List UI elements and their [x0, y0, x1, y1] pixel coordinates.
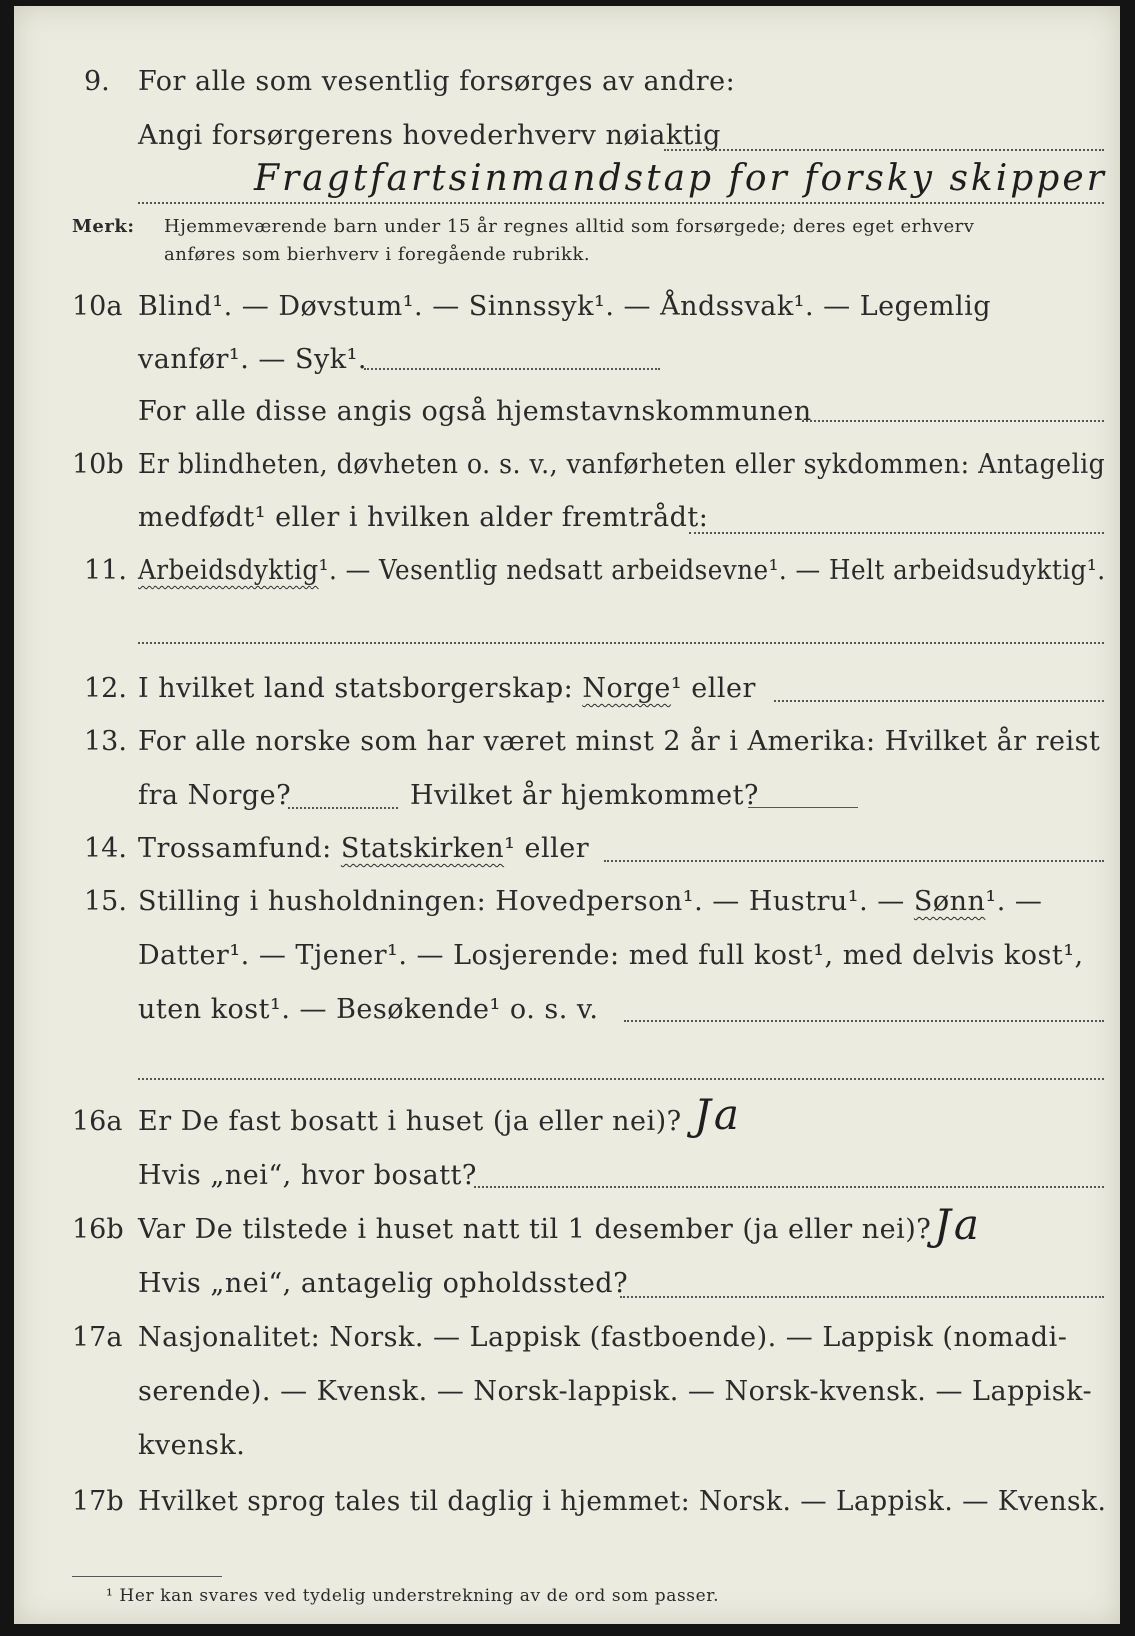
q12-line1	[138, 673, 756, 704]
q11-marked-option: Arbeidsdyktig	[138, 555, 319, 586]
dotted-line	[138, 1078, 1104, 1080]
q12-number: 12.	[84, 673, 127, 704]
q15-line2: Datter¹. — Tjener¹. — Losjerende: med full kost¹, med delvis kost¹,	[138, 940, 1084, 971]
q13-line2a: fra Norge?	[138, 780, 292, 811]
q16a-handwritten-answer: Ja	[694, 1090, 742, 1139]
q14-rest: ¹ eller	[504, 833, 590, 864]
q16a-line1: Er De fast bosatt i huset (ja eller nei)?	[138, 1106, 682, 1137]
answer-line	[748, 807, 858, 808]
q10a-line1: Blind¹. — Døvstum¹. — Sinnssyk¹. — Åndssvak¹. — Legemlig	[138, 291, 992, 322]
q10a-line2: vanfør¹. — Syk¹.	[138, 344, 367, 375]
q13-line2b: Hvilket år hjemkommet?	[410, 780, 759, 811]
q17a-line1: Nasjonalitet: Norsk. — Lappisk (fastboende). — Lappisk (nomadi-	[138, 1322, 1068, 1353]
q10b-line1: Er blindheten, døvheten o. s. v., vanførheten eller sykdommen: Antagelig	[138, 449, 1106, 480]
q15-number: 15.	[84, 886, 127, 917]
q13-line1: For alle norske som har været minst 2 år i Amerika: Hvilket år reist	[138, 726, 1101, 757]
q16b-number: 16b	[72, 1214, 124, 1245]
merk-label: Merk:	[72, 216, 135, 237]
q15-marked-option: Sønn	[913, 886, 986, 917]
q10b-line2: medfødt¹ eller i hvilken alder fremtrådt:	[138, 502, 709, 533]
q17b-line1: Hvilket sprog tales til daglig i hjemmet: Norsk. — Lappisk. — Kvensk.	[138, 1486, 1107, 1517]
dotted-line	[689, 532, 1104, 534]
q15-rest: ¹. —	[985, 886, 1043, 917]
q12-marked-option: Norge	[582, 673, 671, 704]
footnote: ¹ Her kan svares ved tydelig understrekning av de ord som passer.	[106, 1586, 720, 1606]
q10a-line3: For alle disse angis også hjemstavnskommunen	[138, 396, 812, 427]
dotted-line	[138, 642, 1104, 644]
q14-text: Trossamfund:	[138, 833, 341, 864]
q12-text: I hvilket land statsborgerskap:	[138, 673, 583, 704]
q14-marked-option: Statskirken	[340, 833, 505, 864]
q10b-number: 10b	[72, 449, 124, 480]
q17a-line2: serende). — Kvensk. — Norsk-lappisk. — Norsk-kvensk. — Lappisk-	[138, 1376, 1093, 1407]
q14-line1	[138, 833, 589, 864]
q11-rest: ¹. — Vesentlig nedsatt arbeidsevne¹. — Helt arbeidsudyktig¹.	[318, 555, 1106, 586]
dotted-line	[664, 149, 1104, 151]
merk-line2: anføres som bierhverv i foregående rubrikk.	[164, 244, 591, 265]
q16a-line2: Hvis „nei“, hvor bosatt?	[138, 1160, 477, 1191]
q10a-number: 10a	[72, 291, 123, 322]
q9-handwritten-answer: Fragtfartsinmandstap for forsky skipper	[254, 158, 1107, 199]
q11-number: 11.	[84, 555, 127, 586]
dotted-line	[620, 1296, 1104, 1298]
dotted-line	[624, 1020, 1104, 1022]
dotted-line	[774, 700, 1104, 702]
q17b-number: 17b	[72, 1486, 124, 1517]
q9-text: For alle som vesentlig forsørges av andre:	[138, 66, 736, 97]
q16a-number: 16a	[72, 1106, 123, 1137]
q11-line1	[138, 555, 1106, 586]
q9-number: 9.	[84, 66, 110, 97]
q15-line1	[138, 886, 1042, 917]
q13-number: 13.	[84, 726, 127, 757]
q16b-handwritten-answer: Ja	[934, 1200, 982, 1249]
q17a-number: 17a	[72, 1322, 123, 1353]
q12-rest: ¹ eller	[670, 673, 756, 704]
q16b-line1: Var De tilstede i huset natt til 1 desember (ja eller nei)?	[138, 1214, 932, 1245]
dotted-line	[604, 860, 1104, 862]
q9-subtext: Angi forsørgerens hovederhverv nøiaktig	[138, 120, 721, 151]
footnote-rule	[72, 1576, 222, 1577]
q16b-line2: Hvis „nei“, antagelig opholdssted?	[138, 1268, 629, 1299]
merk-line1: Hjemmeværende barn under 15 år regnes alltid som forsørgede; deres eget erhverv	[164, 216, 975, 237]
q17a-line3: kvensk.	[138, 1430, 246, 1461]
q14-number: 14.	[84, 833, 127, 864]
census-form-page	[14, 6, 1120, 1624]
dotted-line	[138, 202, 1104, 204]
dotted-line	[802, 420, 1104, 422]
q15-text: Stilling i husholdningen: Hovedperson¹. — Hustru¹. —	[138, 886, 914, 917]
dotted-line	[364, 368, 660, 370]
dotted-line	[474, 1186, 1104, 1188]
q15-line3: uten kost¹. — Besøkende¹ o. s. v.	[138, 994, 599, 1025]
dotted-line	[288, 807, 398, 809]
